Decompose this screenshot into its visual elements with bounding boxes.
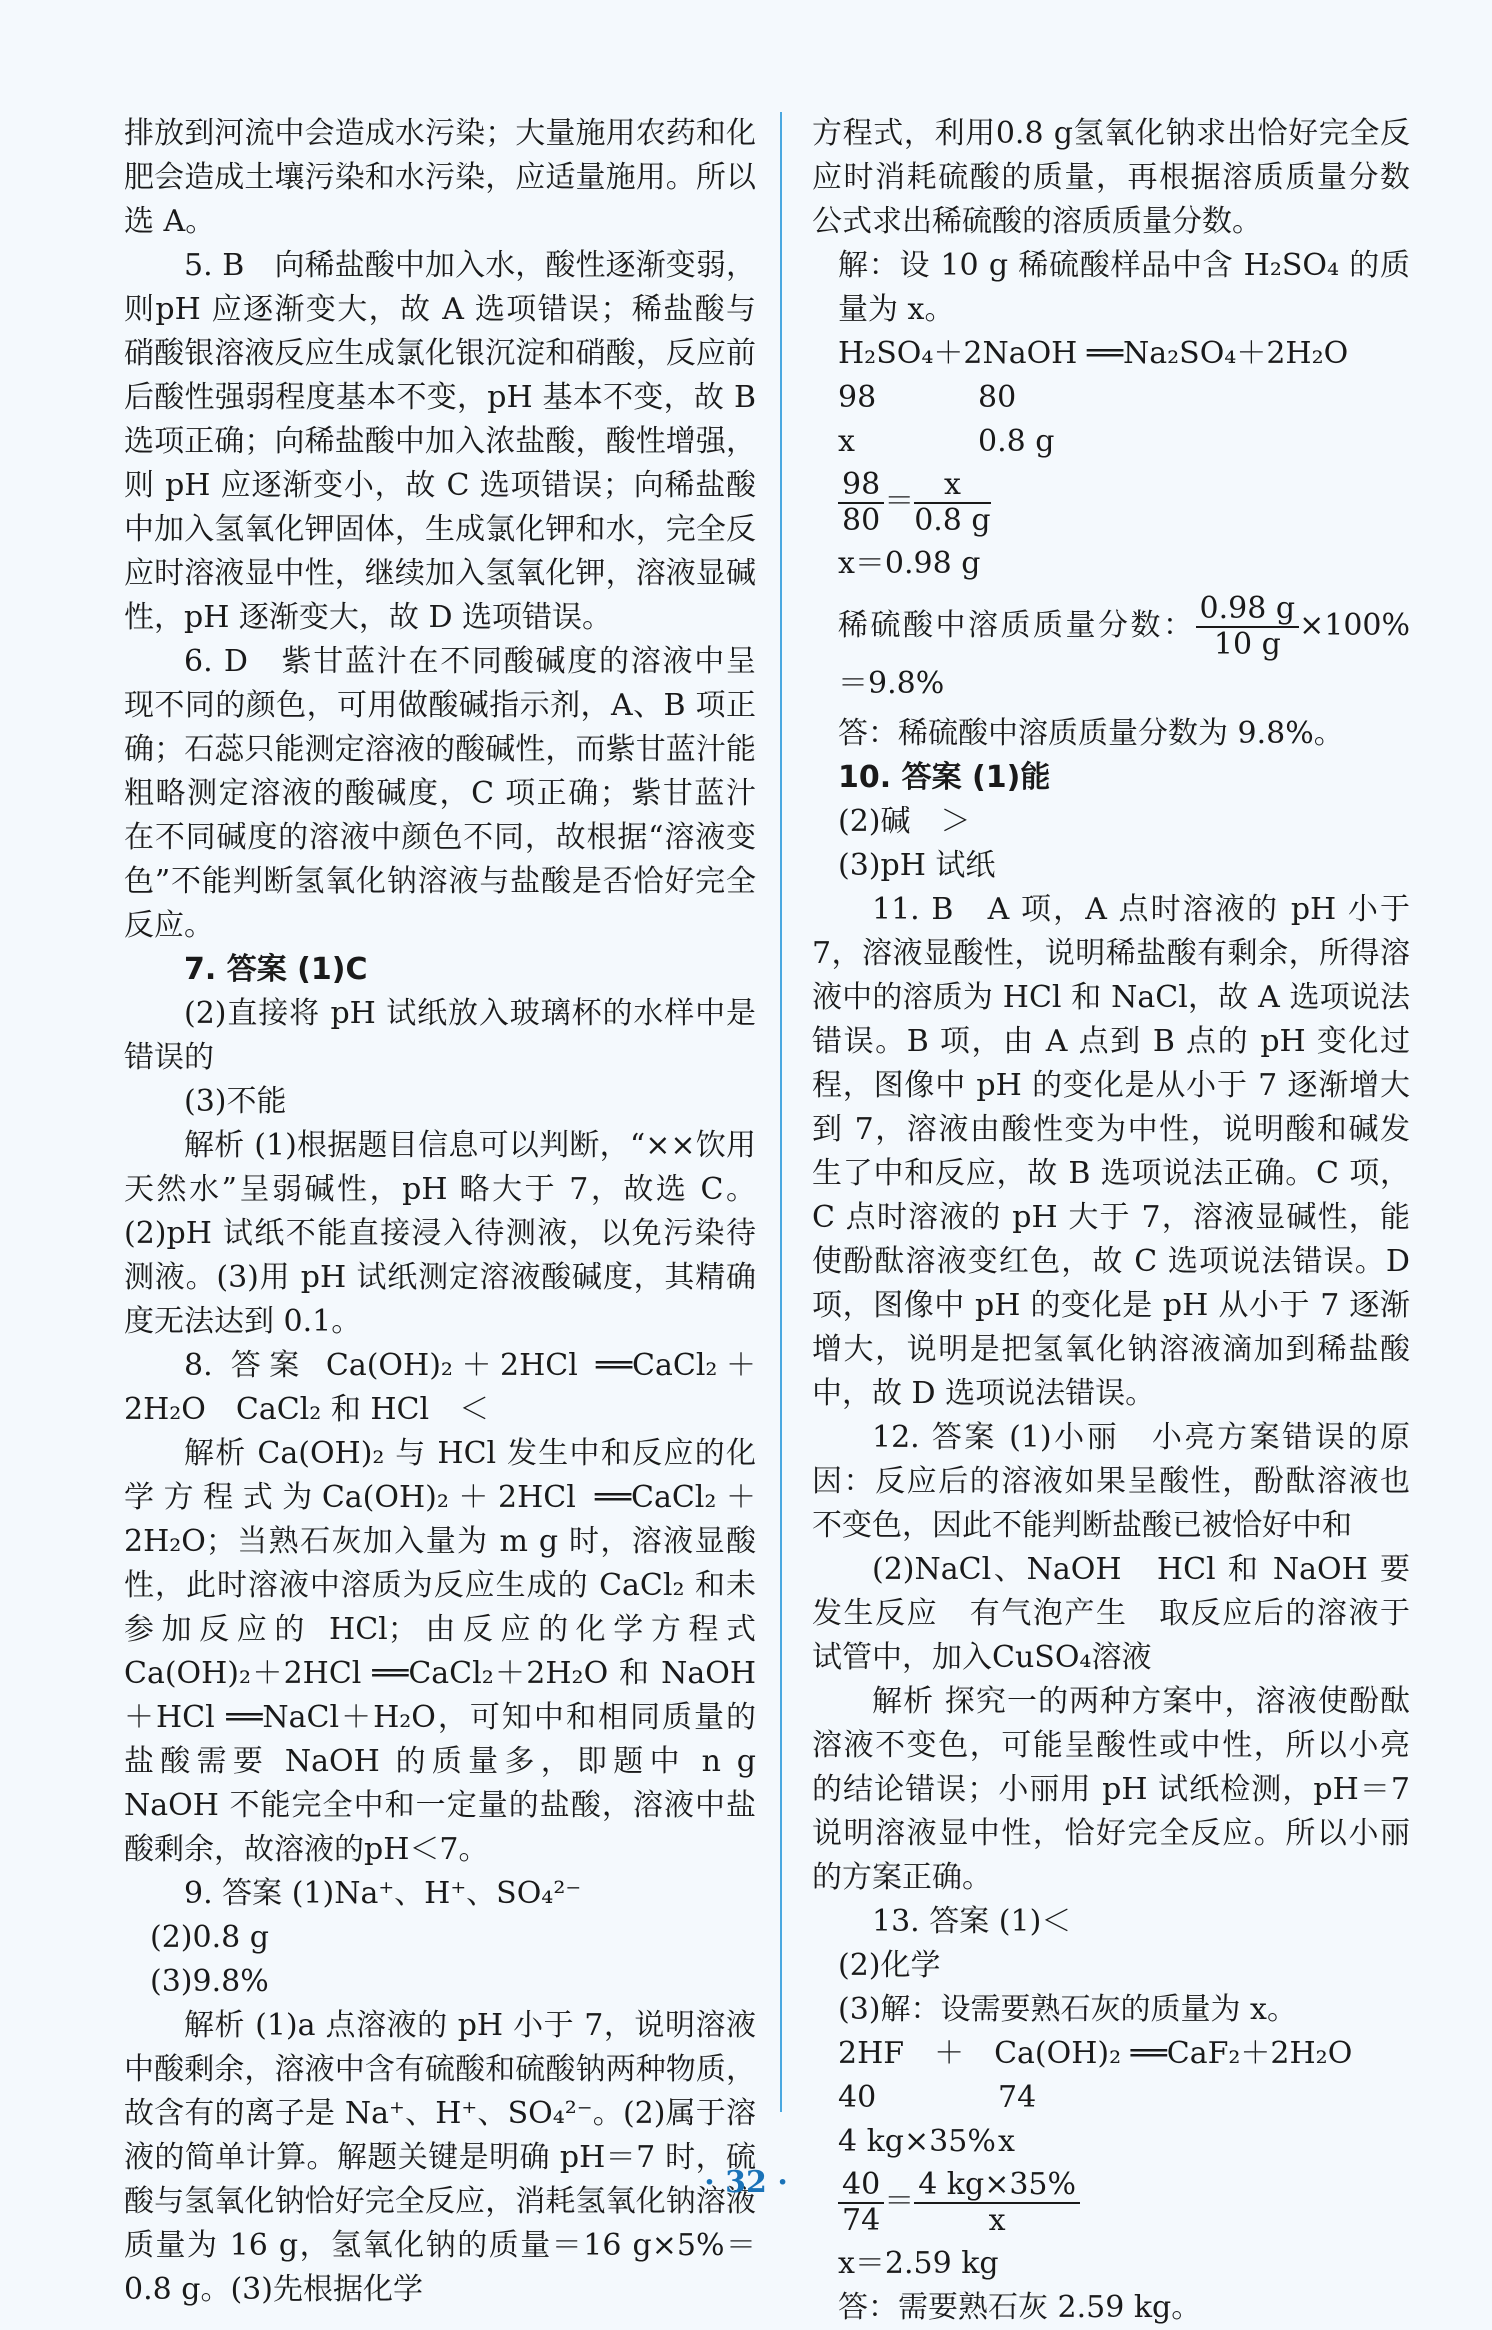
answer-7-part3: (3)不能 (184, 1084, 287, 1119)
paragraph: 方程式，利用0.8 g氢氧化钠求出恰好完全反应时消耗硫酸的质量，再根据溶质质量分数公式求出稀硫酸的溶质质量分数。 (812, 116, 1410, 239)
page-number: · 32 · (704, 2165, 788, 2200)
denominator: 10 g (1213, 627, 1281, 662)
ratio-row (812, 376, 1410, 420)
answer-11: 11. B A 项，A 点时溶液的 pH 小于 7，溶液显酸性，说明稀盐酸有剩余，所得溶液中的溶质为 HCl 和 NaCl，故 A 选项说法错误。B 项，由 A 点到 B 点的 pH 变化过程，图像中 pH 的变化是从小于 7 逐渐增大到 7，溶液由酸性变为中性，说明酸和碱发生了中和反应，故 B 选项说法正确。C 项，C 点时溶液的 pH 大于 7，溶液显碱性，能使酚酞溶液变红色，故 C 选项说法错误。D 项，图像中 pH 的变化是 pH 从小于 7 逐渐增大，说明是把氢氧化钠溶液滴加到稀盐酸中，故 D 选项说法错误。 (812, 892, 1410, 1411)
answer-9-part2: (2)0.8 g (150, 1920, 269, 1955)
conclusion: 答：稀硫酸中溶质质量分数为 9.8%。 (838, 716, 1344, 751)
result-line: x＝0.98 g (838, 546, 981, 581)
answer-7-part2: (2)直接将 pH 试纸放入玻璃杯的水样中是错误的 (124, 996, 756, 1075)
analysis-8: 解析 Ca(OH)₂ 与 HCl 发生中和反应的化学方程式为Ca(OH)₂＋2HCl ══CaCl₂＋2H₂O；当熟石灰加入量为 m g 时，溶液显酸性，此时溶液中溶质为反应生成的 CaCl₂ 和未参加反应的 HCl；由反应的化学方程式Ca(OH)₂＋2HCl ══CaCl₂＋2H₂O 和 NaOH＋HCl ══NaCl＋H₂O，可知中和相同质量的盐酸需要 NaOH 的质量多，即题中 n g NaOH 不能完全中和一定量的盐酸，溶液中盐酸剩余，故溶液的pH＜7。 (124, 1436, 756, 1867)
answer-7-heading: 7. 答案 (1)C (184, 952, 368, 987)
denominator: 0.8 g (914, 503, 991, 538)
equation: 2HF ＋ Ca(OH)₂ ══CaF₂＋2H₂O (838, 2036, 1353, 2071)
solution-line: 解：设 10 g 稀硫酸样品中含 H₂SO₄ 的质量为 x。 (838, 248, 1410, 327)
answer-10-part2: (2)碱 ＞ (838, 804, 971, 839)
right-column (812, 112, 1410, 2330)
denominator: x (988, 2203, 1006, 2238)
answer-13-part3: (3)解：设需要熟石灰的质量为 x。 (838, 1992, 1297, 2027)
ratio-row (812, 2120, 1410, 2164)
answer-9-heading: 9. 答案 (1)Na⁺、H⁺、SO₄²⁻ (184, 1876, 582, 1911)
analysis-9: 解析 (1)a 点溶液的 pH 小于 7，说明溶液中酸剩余，溶液中含有硫酸和硫酸钠两种物质，故含有的离子是 Na⁺、H⁺、SO₄²⁻。(2)属于溶液的简单计算。解题关键是明确 pH＝7 时，硫酸与氢氧化钠恰好完全反应，消耗氢氧化钠溶液质量为 16 g，氢氧化钠的质量＝16 g×5%＝0.8 g。(3)先根据化学 (124, 2008, 756, 2307)
result-line: x＝2.59 kg (838, 2246, 999, 2281)
value: 74 (998, 2080, 1037, 2115)
fraction (914, 468, 990, 538)
numerator: 98 (838, 468, 884, 504)
denominator: 80 (842, 503, 881, 538)
ratio-row (812, 2076, 1410, 2120)
equation: H₂SO₄＋2NaOH ══Na₂SO₄＋2H₂O (838, 336, 1349, 371)
numerator: 4 kg×35% (914, 2168, 1080, 2204)
answer-12-part2: (2)NaCl、NaOH HCl 和 NaOH 要发生反应 有气泡产生 取反应后的溶液于试管中，加入CuSO₄溶液 (812, 1552, 1410, 1675)
fraction (1196, 592, 1300, 662)
denominator: 74 (842, 2203, 881, 2238)
answer-13-heading: 13. 答案 (1)＜ (872, 1904, 1072, 1939)
value: 40 (838, 2080, 877, 2115)
value: 98 (838, 380, 877, 415)
ratio-row (812, 420, 1410, 464)
answer-13-part2: (2)化学 (838, 1948, 941, 1983)
answer-6: 6. D 紫甘蓝汁在不同酸碱度的溶液中呈现不同的颜色，可用做酸碱指示剂，A、B 项正确；石蕊只能测定溶液的酸碱性，而紫甘蓝汁能粗略测定溶液的酸碱度，C 项正确；紫甘蓝汁在不同碱度的溶液中颜色不同，故根据“溶液变色”不能判断氢氧化钠溶液与盐酸是否恰好完全反应。 (124, 644, 756, 943)
fraction (838, 468, 884, 538)
paragraph: 排放到河流中会造成水污染；大量施用农药和化肥会造成土壤污染和水污染，应适量施用。所以选 A。 (124, 116, 756, 239)
value: 4 kg×35% (838, 2124, 996, 2159)
proportion: $\frac{40}{74}$ ＝ $\frac{4 kg\times 35\%}{x}$ (812, 2168, 1410, 2238)
answer-10-heading: 10. 答案 (1)能 (838, 760, 1051, 795)
value: ×100%＝9.8% (838, 608, 1410, 701)
analysis-7: 解析 (1)根据题目信息可以判断，“××饮用天然水”呈弱碱性，pH 略大于 7，故选 C。(2)pH 试纸不能直接浸入待测液，以免污染待测液。(3)用 pH 试纸测定溶液酸碱度，其精确度无法达到 0.1。 (124, 1128, 756, 1339)
left-column (124, 112, 756, 2312)
numerator: 40 (838, 2168, 884, 2204)
mass-fraction-line (812, 592, 1410, 706)
answer-12: 12. 答案 (1)小丽 小亮方案错误的原因：反应后的溶液如果呈酸性，酚酞溶液也不变色，因此不能判断盐酸已被恰好中和 (812, 1420, 1410, 1543)
proportion: $\frac{98}{80}$ ＝ $\frac{x}{0.8 g}$ (812, 468, 1410, 538)
value: x (838, 424, 855, 459)
value: 0.8 g (978, 424, 1055, 459)
value: 80 (978, 380, 1017, 415)
answer-8: 8. 答案 Ca(OH)₂＋2HCl ══CaCl₂＋2H₂O CaCl₂ 和 HCl ＜ (124, 1348, 756, 1427)
conclusion: 答：需要熟石灰 2.59 kg。 (838, 2290, 1202, 2325)
answer-9-part3: (3)9.8% (150, 1964, 269, 1999)
numerator: x (914, 468, 990, 504)
analysis-12: 解析 探究一的两种方案中，溶液使酚酞溶液不变色，可能呈酸性或中性，所以小亮的结论错误；小丽用 pH 试纸检测，pH＝7 说明溶液显中性，恰好完全反应。所以小丽的方案正确。 (812, 1684, 1410, 1895)
label: 稀硫酸中溶质质量分数： (838, 608, 1196, 643)
answer-10-part3: (3)pH 试纸 (838, 848, 996, 883)
numerator: 0.98 g (1196, 592, 1300, 628)
value: x (998, 2124, 1015, 2159)
answer-5: 5. B 向稀盐酸中加入水，酸性逐渐变弱，则pH 应逐渐变大，故 A 选项错误；稀盐酸与硝酸银溶液反应生成氯化银沉淀和硝酸，反应前后酸性强弱程度基本不变，pH 基本不变，故 B 选项正确；向稀盐酸中加入浓盐酸，酸性增强，则 pH 应逐渐变小，故 C 选项错误；向稀盐酸中加入氢氧化钾固体，生成氯化钾和水，完全反应时溶液显中性，继续加入氢氧化钾，溶液显碱性，pH 逐渐变大，故 D 选项错误。 (124, 248, 756, 635)
column-divider (780, 112, 782, 2112)
